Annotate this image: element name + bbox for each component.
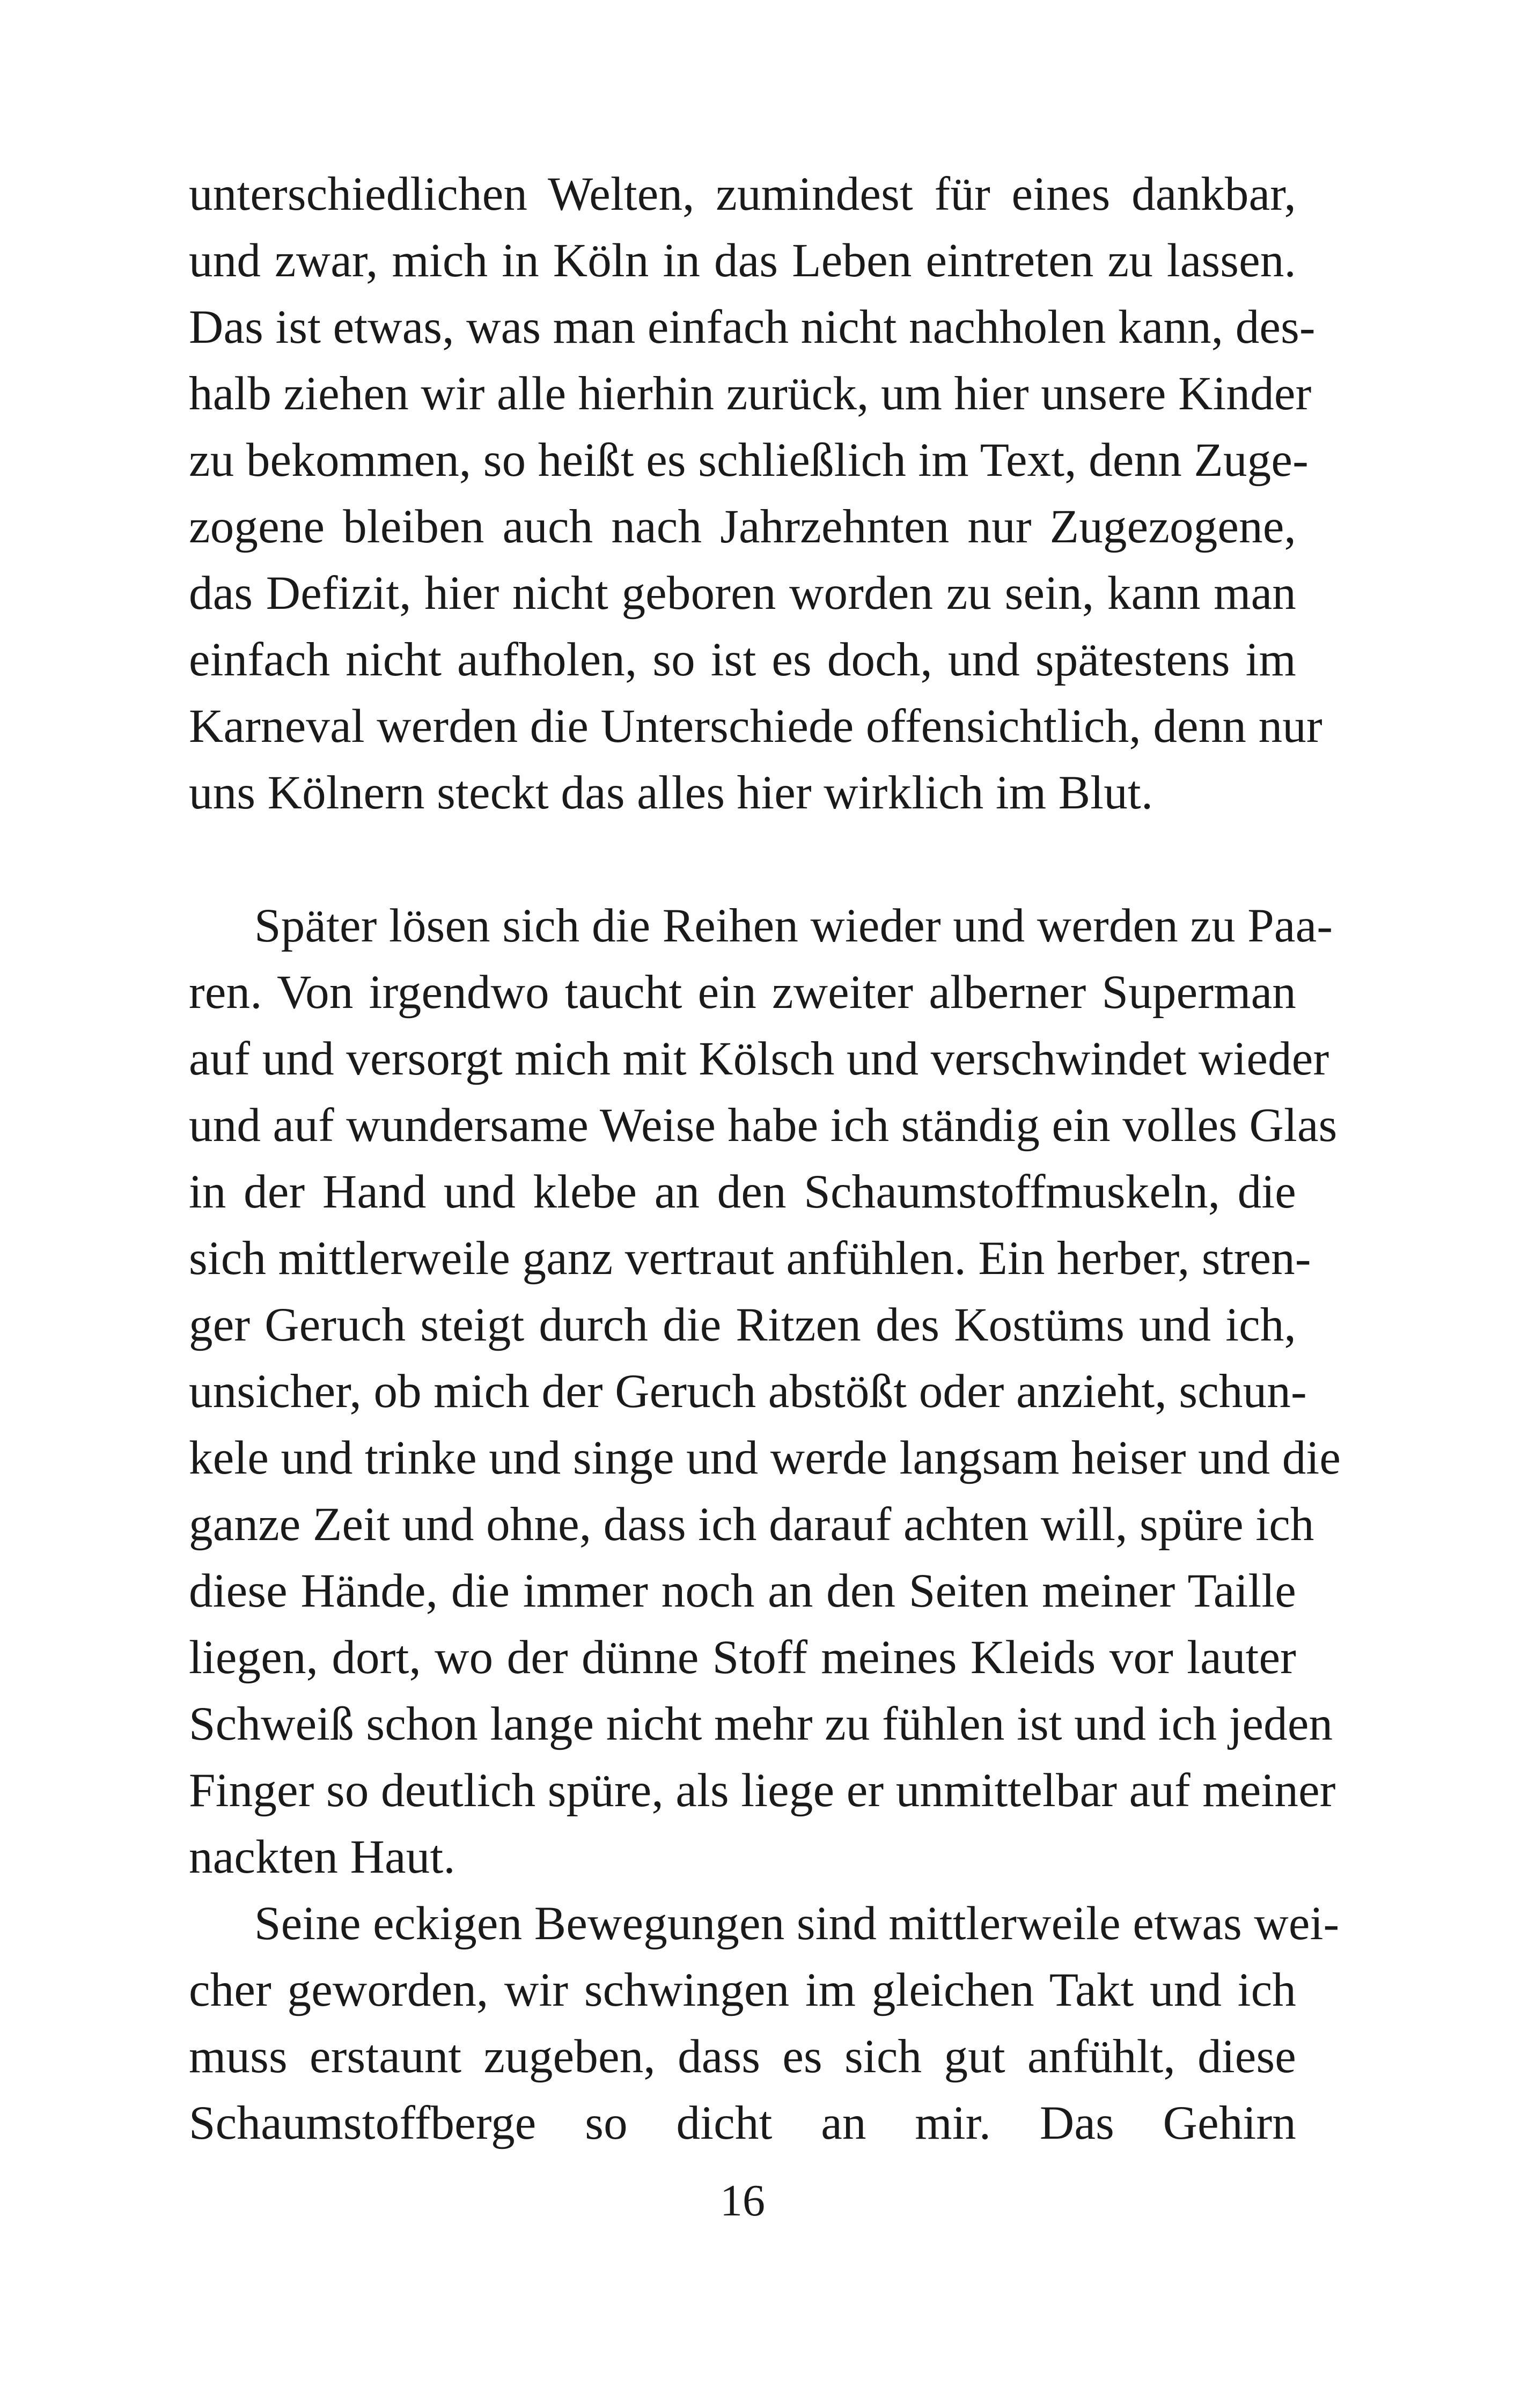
text-line: halb ziehen wir alle hierhin zurück, um hier unsere Kinder	[189, 367, 1312, 420]
text-line: Schaumstoffberge so dicht an mir. Das Gehirn	[189, 2097, 1296, 2149]
text-line: einfach nicht aufholen, so ist es doch, und spätestens im	[189, 634, 1296, 686]
text-line: liegen, dort, wo der dünne Stoff meines Kleids vor lauter	[189, 1631, 1296, 1684]
text-line: Karneval werden die Unterschiede offensichtlich, denn nur	[189, 700, 1322, 753]
text-line: unsicher, ob mich der Geruch abstößt oder anzieht, schun-	[189, 1365, 1307, 1418]
text-line: uns Kölnern steckt das alles hier wirklich im Blut.	[189, 767, 1153, 819]
text-line: muss erstaunt zugeben, dass es sich gut anfühlt, diese	[189, 2030, 1296, 2083]
text-line: Das ist etwas, was man einfach nicht nachholen kann, des-	[189, 301, 1316, 354]
text-line: sich mittlerweile ganz vertraut anfühlen. Ein herber, stren-	[189, 1232, 1311, 1285]
text-line: diese Hände, die immer noch an den Seiten meiner Taille	[189, 1565, 1296, 1617]
text-line: Seine eckigen Bewegungen sind mittlerweile etwas wei-	[254, 1897, 1340, 1950]
text-line: in der Hand und klebe an den Schaumstoffmuskeln, die	[189, 1166, 1296, 1218]
text-line: nackten Haut.	[189, 1831, 455, 1883]
text-line: Finger so deutlich spüre, als liege er unmittelbar auf meiner	[189, 1764, 1336, 1817]
text-line: kele und trinke und singe und werde langsam heiser und die	[189, 1432, 1341, 1484]
text-line: zogene bleiben auch nach Jahrzehnten nur Zugezogene,	[189, 500, 1296, 553]
text-line: ren. Von irgendwo taucht ein zweiter alberner Superman	[189, 966, 1296, 1019]
text-line: Später lösen sich die Reihen wieder und werden zu Paa-	[254, 900, 1333, 952]
text-line: zu bekommen, so heißt es schließlich im Text, denn Zuge-	[189, 434, 1309, 487]
text-line: auf und versorgt mich mit Kölsch und verschwindet wieder	[189, 1033, 1329, 1085]
text-line: unterschiedlichen Welten, zumindest für eines dankbar,	[189, 168, 1296, 220]
book-page	[189, 0, 1341, 2408]
page-number: 16	[720, 2176, 765, 2226]
text-line: Schweiß schon lange nicht mehr zu fühlen ist und ich jeden	[189, 1698, 1333, 1750]
text-line: ganze Zeit und ohne, dass ich darauf achten will, spüre ich	[189, 1498, 1314, 1551]
text-line: das Defizit, hier nicht geboren worden zu sein, kann man	[189, 567, 1296, 620]
text-line: und auf wundersame Weise habe ich ständig ein volles Glas	[189, 1099, 1338, 1152]
text-line: ger Geruch steigt durch die Ritzen des Kostüms und ich,	[189, 1299, 1296, 1351]
text-line: und zwar, mich in Köln in das Leben eintreten zu lassen.	[189, 234, 1296, 287]
text-line: cher geworden, wir schwingen im gleichen Takt und ich	[189, 1964, 1296, 2016]
